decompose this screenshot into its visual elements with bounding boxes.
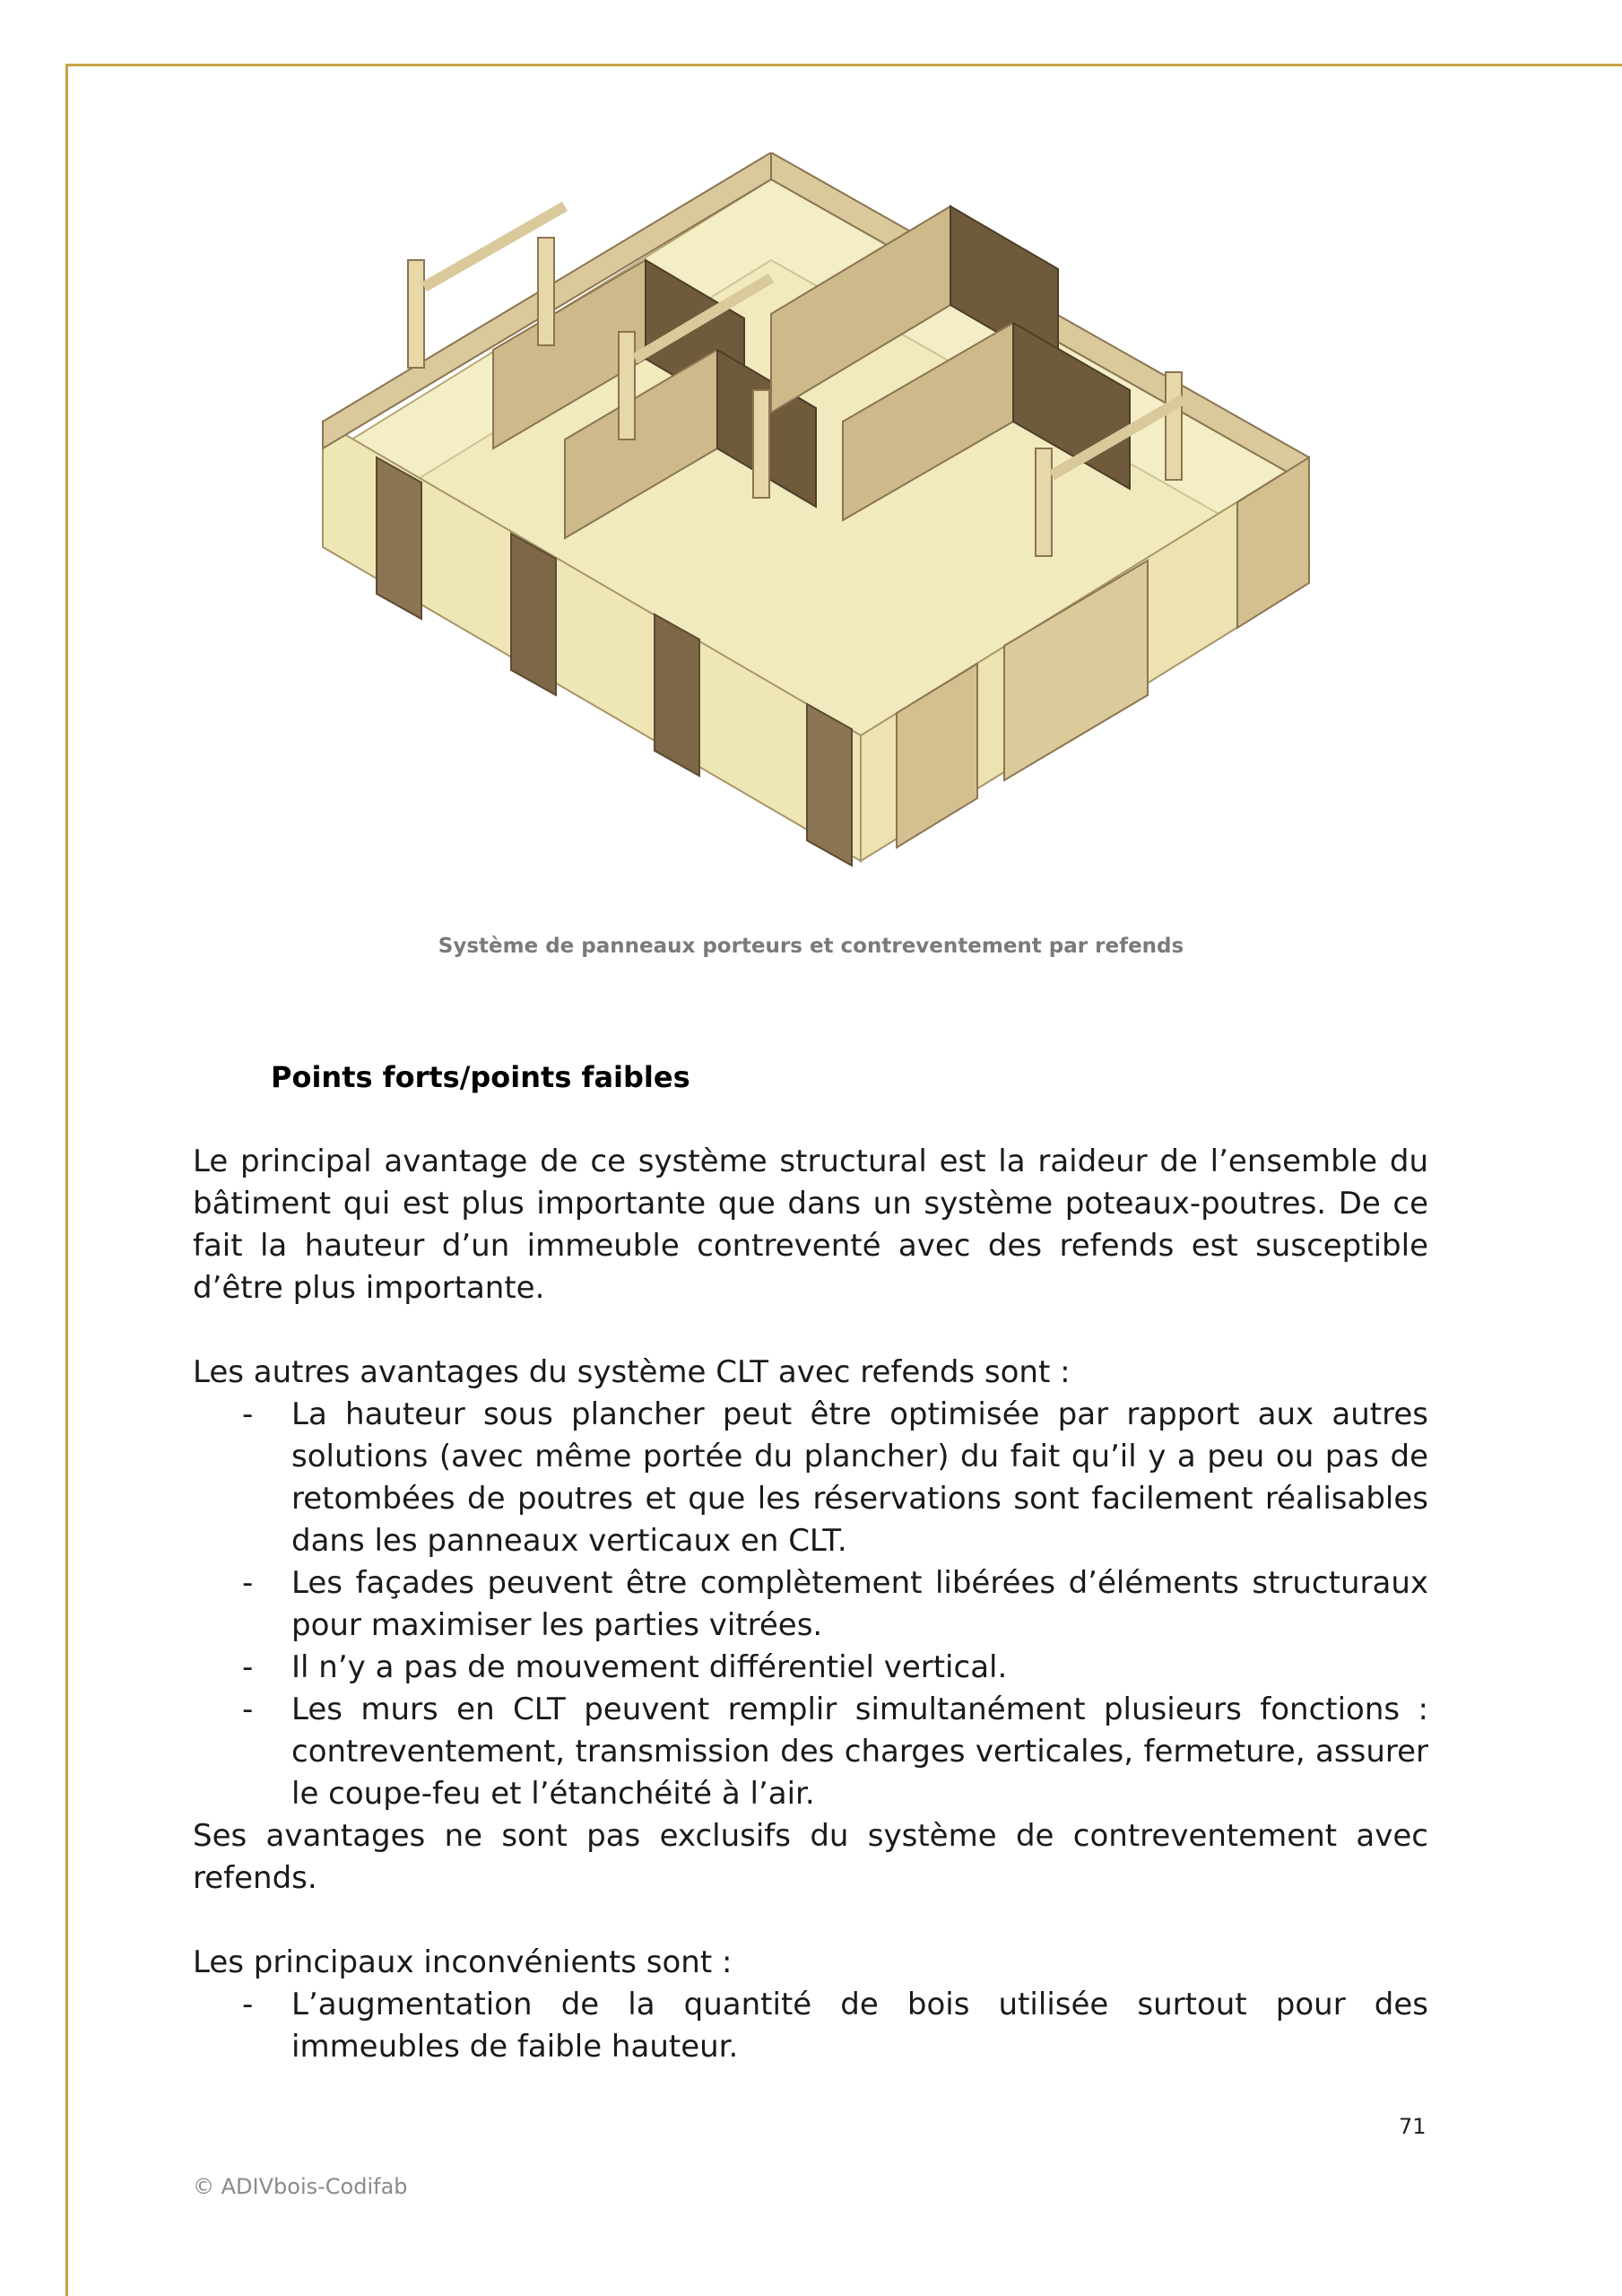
list-item: - L’augmentation de la quantité de bois utilisée surtout pour des immeubles de faible hauteur.	[193, 1984, 1428, 2068]
advantages-note: Ses avantages ne sont pas exclusifs du système de contreventement avec refends.	[193, 1818, 1428, 1896]
footer-copyright: © ADIVbois-Codifab	[193, 2174, 408, 2199]
page-frame-left-border	[65, 64, 68, 2296]
section-heading: Points forts/points faibles	[271, 1060, 690, 1094]
list-item: - Les murs en CLT peuvent remplir simultanément plusieurs fonctions : contreventement, transmission des charges verticales, fermeture, assurer le coupe-feu et l’étanchéité à l’air.	[193, 1689, 1428, 1815]
intro-paragraph: Le principal avantage de ce système structural est la raideur de l’ensemble du bâtiment qui est plus importante que dans un système poteaux-poutres. De ce fait la hauteur d’un immeuble contreventé avec des refends est susceptible d’être plus importante.	[193, 1144, 1428, 1306]
figure-caption: Système de panneaux porteurs et contreventement par refends	[438, 935, 1184, 958]
list-item: - Les façades peuvent être complètement libérées d’éléments structuraux pour maximiser les parties vitrées.	[193, 1562, 1428, 1647]
bullet-dash: -	[242, 1692, 254, 1727]
page-number: 71	[1399, 2114, 1427, 2139]
advantages-intro: Les autres avantages du système CLT avec refends sont :	[193, 1354, 1071, 1390]
drawbacks-list	[193, 1984, 1428, 2068]
list-item: - La hauteur sous plancher peut être optimisée par rapport aux autres solutions (avec même portée du plancher) du fait qu’il y a peu ou pas de retombées de poutres et que les réservations sont facilement réalisables dans les panneaux verticaux en CLT.	[193, 1394, 1428, 1562]
bullet-dash: -	[242, 1649, 254, 1685]
bullet-dash: -	[242, 1565, 254, 1601]
drawbacks-intro: Les principaux inconvénients sont :	[193, 1944, 733, 1980]
clt-structure-illustration	[269, 152, 1345, 906]
list-item: - Il n’y a pas de mouvement différentiel vertical.	[193, 1647, 1428, 1689]
bullet-dash: -	[242, 1396, 254, 1432]
body-text	[193, 1141, 1428, 2068]
advantages-list	[193, 1394, 1428, 1815]
bullet-dash: -	[242, 1987, 254, 2022]
page-frame-top-border	[65, 64, 1622, 66]
